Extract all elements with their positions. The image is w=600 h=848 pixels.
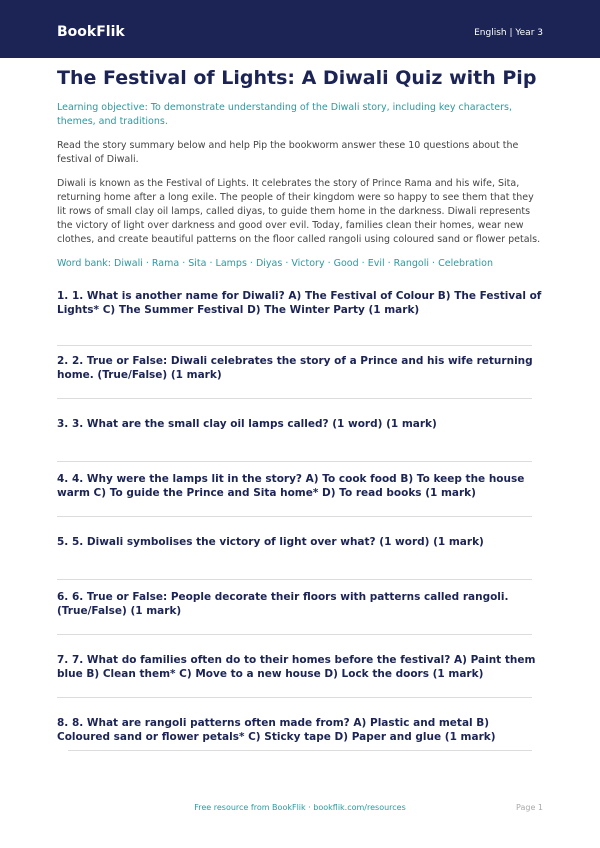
- question-text: 7. 7. What do families often do to their homes before the festival? A) Paint them blue B) Clean them* C) Move to a new house D) Lock the doors (1 mark): [57, 654, 536, 680]
- question-text: 1. 1. What is another name for Diwali? A) The Festival of Colour B) The Festival of Lights* C) The Summer Festival D) The Winter Party (1 mark): [57, 290, 542, 316]
- brand-logo-text: BookFlik: [57, 24, 125, 40]
- question-list: [57, 289, 542, 744]
- question-item: [57, 653, 542, 698]
- question-item: [57, 289, 542, 346]
- question-item: [57, 535, 542, 580]
- question-item: [57, 417, 542, 462]
- answer-line[interactable]: [57, 618, 532, 635]
- answer-line[interactable]: [57, 382, 532, 399]
- question-text: 8. 8. What are rangoli patterns often made from? A) Plastic and metal B) Coloured sand or flower petals* C) Sticky tape D) Paper and glue (1 mark): [57, 717, 496, 743]
- intro-text: Read the story summary below and help Pip the bookworm answer these 10 questions about the festival of Diwali.: [57, 140, 519, 165]
- question-text: 6. 6. True or False: People decorate their floors with patterns called rangoli. (True/False) (1 mark): [57, 591, 509, 617]
- worksheet-content: [57, 65, 542, 744]
- question-text: 4. 4. Why were the lamps lit in the story? A) To cook food B) To keep the house warm C) To guide the Prince and Sita home* D) To read books (1 mark): [57, 473, 525, 499]
- footer-resource-link[interactable]: Free resource from BookFlik · bookflik.com/resources: [194, 803, 406, 812]
- footer-divider: [68, 750, 532, 751]
- story-summary: Diwali is known as the Festival of Lights. It celebrates the story of Prince Rama and his wife, Sita, returning home after a long exile. The people of their kingdom were so happy to see them that they lit rows of small clay oil lamps, called diyas, to guide them home in the darkness. Diwali represents the victory of light over darkness and good over evil. Today, families clean their homes, wear new clothes, and create beautiful patterns on the floor called rangoli using coloured sand or flower petals.: [57, 178, 541, 245]
- answer-line[interactable]: [57, 317, 532, 346]
- learning-objective: Learning objective: To demonstrate understanding of the Diwali story, including key characters, themes, and traditions.: [57, 102, 512, 127]
- answer-line[interactable]: [57, 500, 532, 517]
- question-item: [57, 590, 542, 635]
- header-bar: [0, 0, 600, 58]
- answer-line[interactable]: [57, 681, 532, 698]
- word-bank: Word bank: Diwali · Rama · Sita · Lamps · Diyas · Victory · Good · Evil · Rangoli · Celebration: [57, 258, 494, 269]
- subject-year-label: English | Year 3: [474, 28, 543, 38]
- page-number: Page 1: [516, 803, 543, 812]
- question-text: 5. 5. Diwali symbolises the victory of light over what? (1 word) (1 mark): [57, 536, 484, 548]
- question-text: 2. 2. True or False: Diwali celebrates the story of a Prince and his wife returning home. (True/False) (1 mark): [57, 355, 533, 381]
- question-item: [57, 472, 542, 517]
- question-text: 3. 3. What are the small clay oil lamps called? (1 word) (1 mark): [57, 418, 437, 430]
- answer-line[interactable]: [57, 431, 532, 462]
- answer-line[interactable]: [57, 549, 532, 580]
- question-item: [57, 354, 542, 399]
- question-item: [57, 716, 542, 744]
- page-title: The Festival of Lights: A Diwali Quiz with Pip: [57, 67, 537, 89]
